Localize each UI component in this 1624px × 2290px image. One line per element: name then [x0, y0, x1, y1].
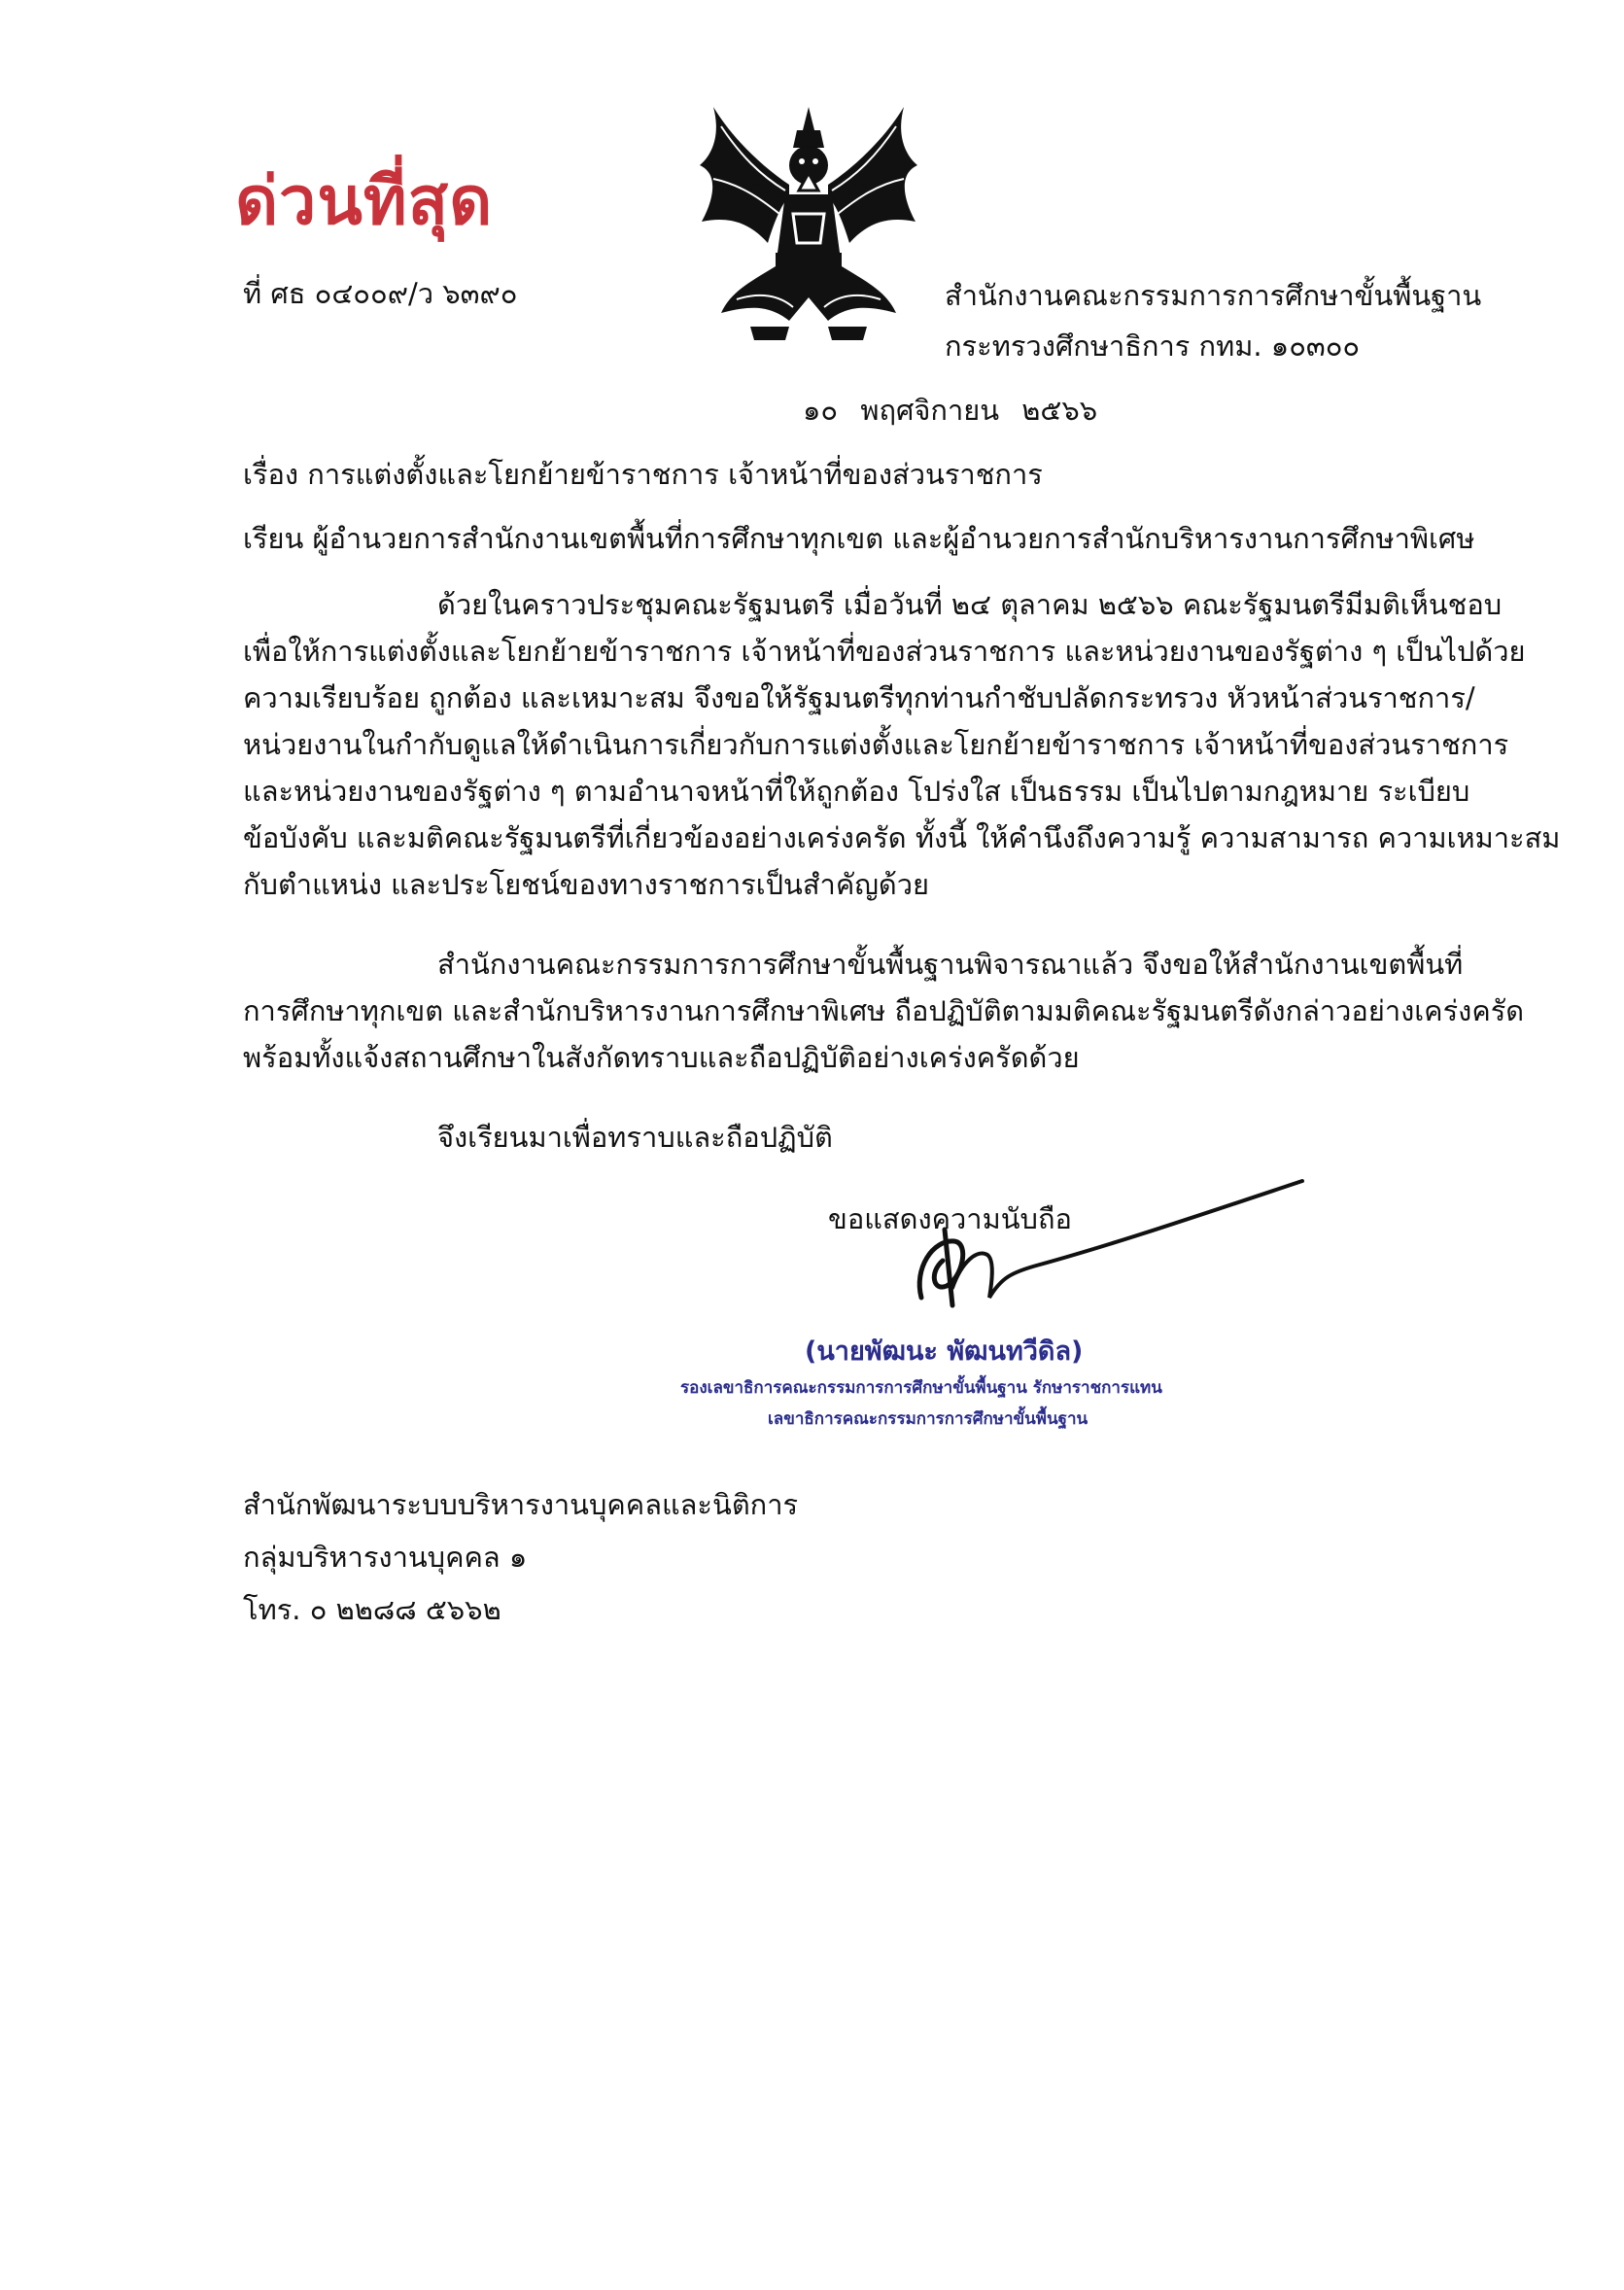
footer-group: กลุ่มบริหารงานบุคคล ๑ — [243, 1541, 528, 1574]
signer-name: (นายพัฒนะ พัฒนทวีดิล) — [805, 1336, 1084, 1367]
signer-position-line-2: เลขาธิการคณะกรรมการการศึกษาขั้นพื้นฐาน — [768, 1409, 1088, 1429]
paragraph-line: สำนักงานคณะกรรมการการศึกษาขั้นพื้นฐานพิจารณาแล้ว จึงขอให้สำนักงานเขตพื้นที่ — [437, 948, 1464, 981]
addressee-line: เรียน ผู้อำนวยการสำนักงานเขตพื้นที่การศึกษาทุกเขต และผู้อำนวยการสำนักบริหารงานการศึกษาพิเศษ — [243, 522, 1475, 555]
body-paragraph-2 — [243, 941, 1525, 1081]
footer-office: สำนักพัฒนาระบบบริหารงานบุคคลและนิติการ — [243, 1488, 799, 1521]
paragraph-line: การศึกษาทุกเขต และสำนักบริหารงานการศึกษาพิเศษ ถือปฏิบัติตามมติคณะรัฐมนตรีดังกล่าวอย่างเคร่งครัด — [243, 994, 1525, 1027]
urgency-stamp: ด่วนที่สุด — [235, 163, 494, 240]
closing-request: จึงเรียนมาเพื่อทราบและถือปฏิบัติ — [437, 1121, 833, 1154]
letter-date: ๑๐ พฤศจิกายน ๒๕๖๖ — [803, 394, 1098, 427]
closing-salutation: ขอแสดงความนับถือ — [828, 1202, 1072, 1235]
paragraph-line: และหน่วยงานของรัฐต่าง ๆ ตามอำนาจหน้าที่ให้ถูกต้อง โปร่งใส เป็นธรรม เป็นไปตามกฎหมาย ระเบียบ — [243, 775, 1470, 808]
paragraph-line: ด้วยในคราวประชุมคณะรัฐมนตรี เมื่อวันที่ ๒๔ ตุลาคม ๒๕๖๖ คณะรัฐมนตรีมีมติเห็นชอบ — [437, 588, 1503, 621]
subject-line: เรื่อง การแต่งตั้งและโยกย้ายข้าราชการ เจ้าหน้าที่ของส่วนราชการ — [243, 458, 1043, 491]
paragraph-line: ข้อบังคับ และมติคณะรัฐมนตรีที่เกี่ยวข้องอย่างเคร่งครัด ทั้งนี้ ให้คำนึงถึงความรู้ ความสามารถ ความเหมาะสม — [243, 821, 1561, 854]
paragraph-line: หน่วยงานในกำกับดูแลให้ดำเนินการเกี่ยวกับการแต่งตั้งและโยกย้ายข้าราชการ เจ้าหน้าที่ของส่วนราชการ — [243, 728, 1509, 761]
paragraph-line: ความเรียบร้อย ถูกต้อง และเหมาะสม จึงขอให้รัฐมนตรีทุกท่านกำชับปลัดกระทรวง หัวหน้าส่วนราชการ/ — [243, 681, 1475, 714]
body-paragraph-1 — [243, 581, 1561, 908]
signer-position-line-1: รองเลขาธิการคณะกรรมการการศึกษาขั้นพื้นฐาน รักษาราชการแทน — [680, 1378, 1162, 1398]
paragraph-line: เพื่อให้การแต่งตั้งและโยกย้ายข้าราชการ เจ้าหน้าที่ของส่วนราชการ และหน่วยงานของรัฐต่าง ๆ เป็นไปด้วย — [243, 635, 1526, 668]
garuda-emblem-icon — [692, 97, 925, 350]
agency-line-2: กระทรวงศึกษาธิการ กทม. ๑๐๓๐๐ — [945, 330, 1361, 363]
paragraph-line: กับตำแหน่ง และประโยชน์ของทางราชการเป็นสำคัญด้วย — [243, 868, 930, 901]
footer-telephone: โทร. ๐ ๒๒๘๘ ๕๖๖๒ — [243, 1593, 501, 1626]
reference-number: ที่ ศธ ๐๔๐๐๙/ว ๖๓๙๐ — [243, 277, 518, 310]
agency-line-1: สำนักงานคณะกรรมการการศึกษาขั้นพื้นฐาน — [945, 279, 1482, 312]
handwritten-signature — [894, 1171, 1322, 1327]
paragraph-line: พร้อมทั้งแจ้งสถานศึกษาในสังกัดทราบและถือปฏิบัติอย่างเคร่งครัดด้วย — [243, 1041, 1080, 1074]
